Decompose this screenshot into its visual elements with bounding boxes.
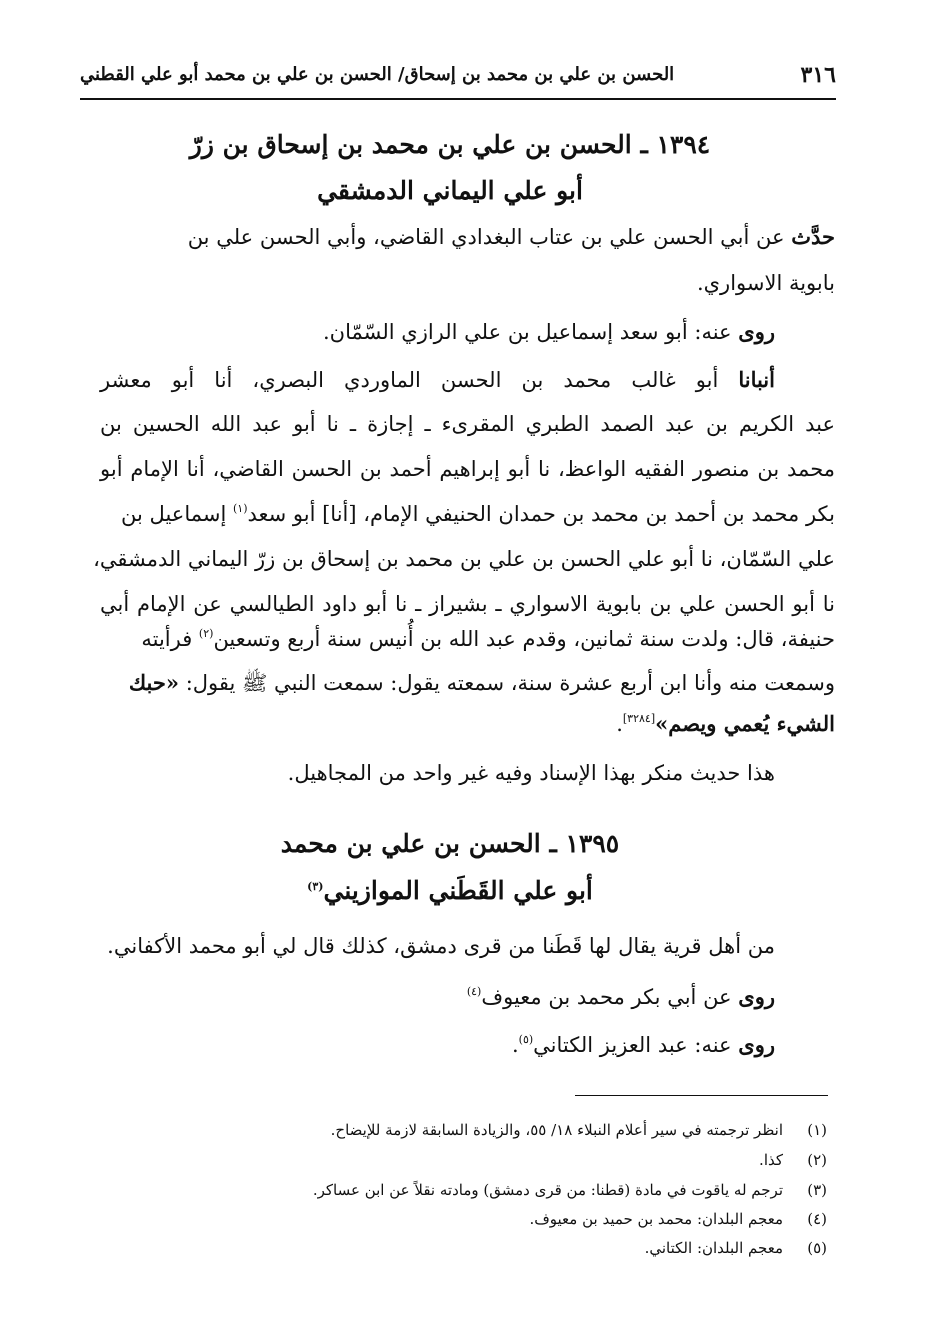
text: فرأيته [141,627,199,651]
footnote-text: انظر ترجمته في سير أعلام النبلاء ١٨/ ٥٥، والزيادة السابقة لازمة للإيضاح. [330,1121,783,1139]
text: . [616,712,623,736]
hadith-number: [٣٢٨٤] [622,712,656,725]
footnote-marker: (٥) [518,1033,534,1046]
entry-1395-rawa [40,1033,775,1057]
entry-1394-rawa [40,320,775,344]
isnad-line [100,671,835,695]
text: عن أبي بكر محمد بن معيوف [481,985,739,1009]
keyword: حدَّث [791,224,835,249]
entry-1394-subtitle: أبو علي اليماني الدمشقي [317,176,583,205]
footnote-marker: (١) [232,502,248,515]
footnote-rule [575,1095,828,1096]
text: عنه: أبو سعد إسماعيل بن علي الرازي السّمّان. [322,320,739,344]
footnote-text: معجم البلدان: محمد بن حميد بن معيوف. [529,1210,783,1228]
footnote-number: (٣) [807,1181,827,1199]
footnote-number: (٤) [807,1210,827,1228]
entry-1395-rawa [40,985,775,1009]
isnad-line: علي السّمّان، نا أبو علي الحسن بن علي بن محمد بن إسحاق بن زرّ اليماني الدمشقي، [93,547,835,571]
isnad-line: محمد بن منصور الفقيه الواعظ، نا أبو إبراهيم أحمد بن الحسن القاضي، أنا الإمام أبو [100,457,835,481]
entry-1394-line [100,225,835,249]
footnote-marker: (٤) [466,985,482,998]
keyword: روى [738,984,775,1009]
running-title: الحسن بن علي بن محمد بن إسحاق/ الحسن بن علي بن محمد أبو علي القطني [80,64,675,85]
entry-1394-title: ١٣٩٤ ـ الحسن بن علي بن محمد بن إسحاق بن زرّ [189,130,711,159]
footnote-number: (٢) [807,1151,827,1169]
text: عن أبي الحسن علي بن عتاب البغدادي القاضي، وأبي الحسن علي بن [187,225,792,249]
keyword: أنبانا [738,367,775,392]
text: وسمعت منه وأنا ابن أربع عشرة سنة، سمعته يقول: سمعت النبي ﷺ يقول: [179,671,835,695]
footnote-text: معجم البلدان: الكتاني. [644,1239,783,1257]
isnad-line: نا أبو الحسن علي بن بابوية الاسواري ـ بشيراز ـ نا أبو داود الطيالسي عن الإمام أبي [100,592,835,616]
text: أبو علي القَطَني الموازيني [323,876,593,905]
text: . [511,1033,519,1057]
entry-1395-subtitle [100,876,800,905]
footnote-text: ترجم له ياقوت في مادة (قطنا: من قرى دمشق) ومادته نقلاً عن ابن عساكر. [312,1181,783,1199]
keyword: روى [738,319,775,344]
footnote [529,1210,827,1228]
text: بكر محمد بن أحمد بن محمد بن حمدان الحنيفي الإمام، [أنا] أبو سعد [247,502,835,526]
isnad-line [100,503,835,526]
hadith-text: الشيء يُعمي ويصم» [655,711,835,736]
text: حنيفة، قال: ولدت سنة ثمانين، وقدم عبد الله بن أُنيس سنة أربع وتسعين [213,627,835,651]
footnote-marker: (٢) [198,627,214,640]
isnad-line [100,368,775,392]
entry-1394-comment: هذا حديث منكر بهذا الإسناد وفيه غير واحد من المجاهيل. [287,761,775,785]
footnote-marker: (٣) [307,880,324,893]
text: إسماعيل بن [121,502,233,526]
text: أبو غالب محمد بن الحسن الماوردي البصري، أنا أبو معشر [100,368,739,392]
page-number: ٣١٦ [800,62,836,88]
entry-1395-title: ١٣٩٥ ـ الحسن بن علي بن محمد [280,829,620,858]
text: عنه: عبد العزيز الكتاني [533,1033,739,1057]
footnote [645,1239,827,1257]
isnad-line [100,712,835,736]
footnote [759,1151,827,1169]
footnote-number: (٥) [807,1239,827,1257]
header-rule [80,98,836,100]
hadith-text: «حبك [128,670,180,695]
isnad-line: عبد الكريم بن عبد الصمد الطبري المقرىء ـ إجازة ـ نا أبو عبد الله الحسين بن [100,412,835,436]
footnote-text: كذا. [759,1151,783,1169]
footnote [313,1181,827,1199]
entry-1394-line: بابوية الاسواري. [696,271,835,295]
page-header [80,58,836,98]
footnote [331,1121,827,1139]
keyword: روى [738,1032,775,1057]
footnote-number: (١) [807,1121,827,1139]
isnad-line [100,628,835,651]
entry-1395-line: من أهل قرية يقال لها قَطَنا من قرى دمشق، كذلك قال لي أبو محمد الأكفاني. [107,934,775,958]
